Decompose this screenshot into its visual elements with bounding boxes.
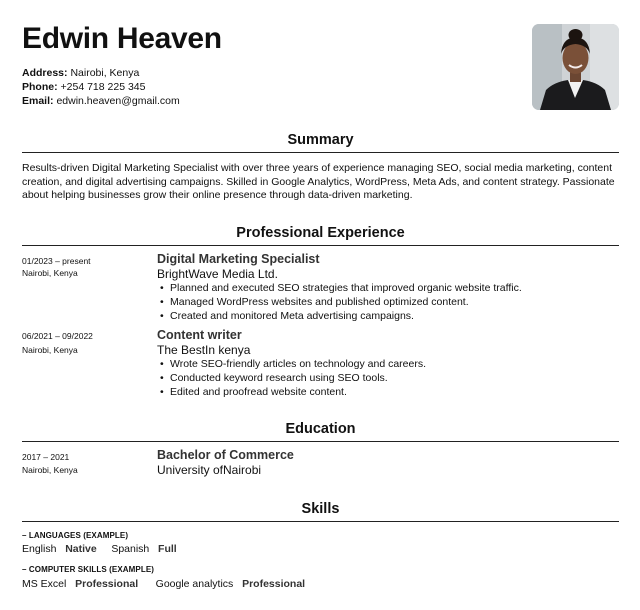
- profile-photo: [532, 24, 619, 110]
- education-school: University ofNairobi: [157, 463, 262, 477]
- skill-name: Google analytics: [155, 578, 234, 590]
- list-item: • Planned and executed SEO strategies that improved organic website traffic.: [157, 281, 522, 295]
- education-divider: [22, 441, 619, 442]
- summary-text: Results-driven Digital Marketing Specialist with over three years of experience managing SEO, social media marketing, content creation, and digital advertising campaigns. Skilled in Google Analytics, WordPress, Meta Ads, and content strategy. Passionate about helping businesses grow their online presence through data-driven marketing.: [22, 162, 615, 201]
- summary-divider: [22, 152, 619, 153]
- job-company: BrightWave Media Ltd.: [157, 267, 278, 281]
- list-item: • Created and monitored Meta advertising campaigns.: [157, 309, 522, 323]
- job-location: Nairobi, Kenya: [22, 268, 78, 278]
- experience-title: Professional Experience: [236, 225, 405, 241]
- list-item: • Conducted keyword research using SEO tools.: [157, 371, 426, 385]
- skill-name: MS Excel: [22, 578, 67, 590]
- profile-photo-illustration: [532, 24, 619, 110]
- education-dates: 2017 – 2021: [22, 452, 70, 462]
- job-location: Nairobi, Kenya: [22, 345, 78, 355]
- experience-divider: [22, 245, 619, 246]
- skill-name: English: [22, 543, 57, 555]
- education-title: Education: [285, 421, 356, 437]
- candidate-name: Edwin Heaven: [22, 22, 222, 55]
- job-title: Content writer: [157, 328, 242, 342]
- skills-computer-row: [22, 578, 305, 590]
- job-title: Digital Marketing Specialist: [157, 252, 320, 266]
- education-degree: Bachelor of Commerce: [157, 448, 294, 462]
- contact-phone: Phone: +254 718 225 345: [22, 81, 146, 93]
- skill-name: Spanish: [111, 543, 150, 555]
- skills-computer-heading: – COMPUTER SKILLS (EXAMPLE): [22, 565, 155, 574]
- list-item: • Wrote SEO-friendly articles on technology and careers.: [157, 357, 426, 371]
- job-company: The BestIn kenya: [157, 343, 251, 357]
- skills-languages-heading: – LANGUAGES (EXAMPLE): [22, 531, 129, 540]
- skills-title: Skills: [301, 501, 340, 517]
- job-bullets: [157, 357, 426, 399]
- skill-level: Full: [158, 543, 177, 555]
- summary-title: Summary: [287, 132, 354, 148]
- skills-divider: [22, 521, 619, 522]
- contact-address: Address: Nairobi, Kenya: [22, 67, 140, 79]
- contact-block: [22, 66, 180, 108]
- skill-level: Professional: [242, 578, 306, 590]
- skill-level: Professional: [75, 578, 139, 590]
- education-location: Nairobi, Kenya: [22, 465, 78, 475]
- job-bullets: [157, 281, 522, 323]
- skills-languages-row: [22, 543, 177, 555]
- skill-level: Native: [65, 543, 97, 555]
- list-item: • Edited and proofread website content.: [157, 385, 426, 399]
- job-dates: 01/2023 – present: [22, 256, 91, 266]
- contact-email: Email: edwin.heaven@gmail.com: [22, 95, 180, 107]
- list-item: • Managed WordPress websites and published optimized content.: [157, 295, 522, 309]
- job-dates: 06/2021 – 09/2022: [22, 331, 93, 341]
